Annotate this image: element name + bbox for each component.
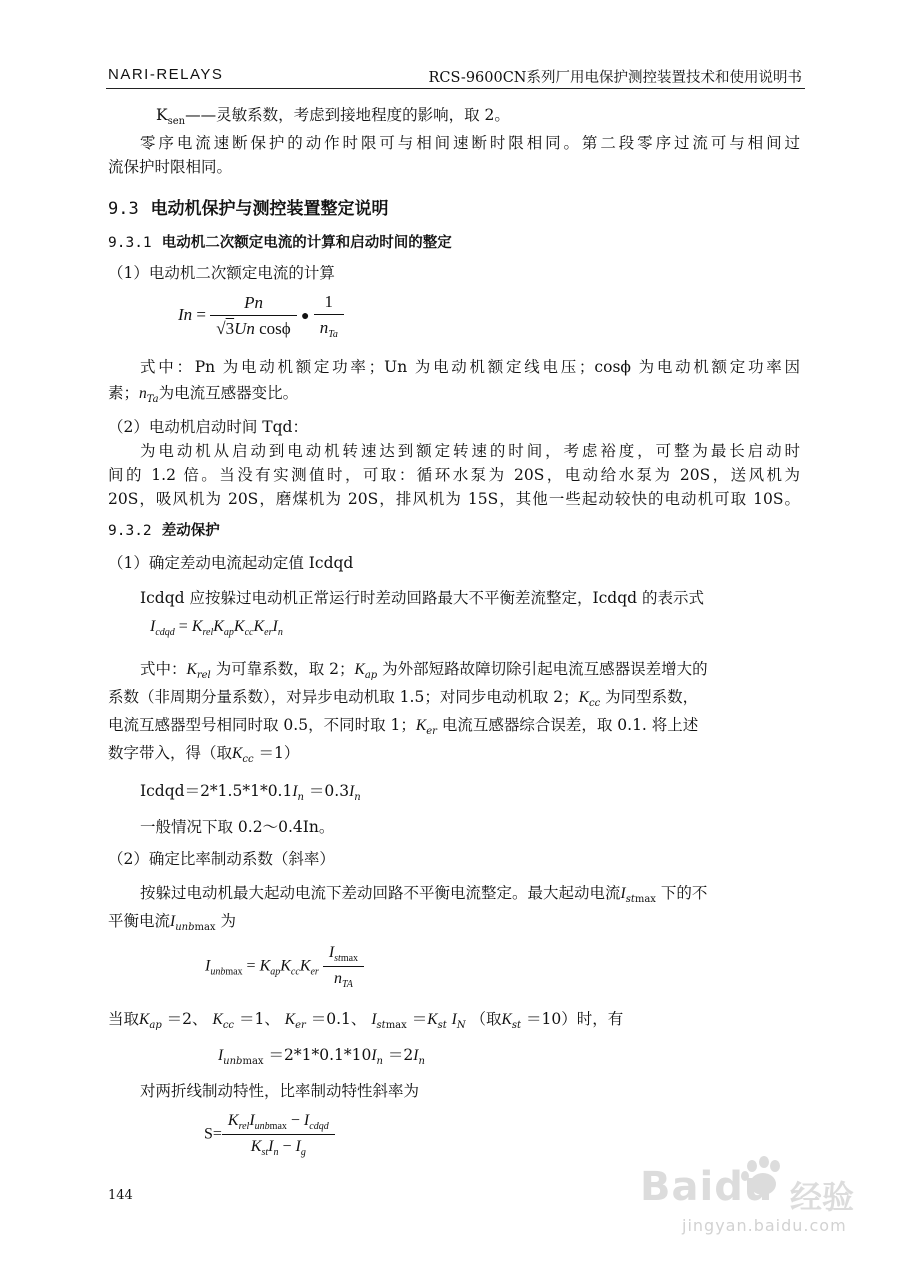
subheading-4: （2）确定比率制动系数（斜率） [108, 850, 335, 868]
paragraph-line: 对两折线制动特性，比率制动特性斜率为 [140, 1082, 420, 1100]
watermark-brand: Baidu [640, 1164, 774, 1210]
header-brand: NARI-RELAYS [108, 66, 224, 83]
paragraph-line: 系数（非周期分量系数），对异步电动机取 1.5；对同步电动机取 2；$K_{cc}$ 为同型系数， [108, 688, 699, 709]
paragraph-line: 流保护时限相同。 [108, 158, 233, 176]
text-ksen: $K_{sen}——$灵敏系数，考虑到接地程度的影响，取 2。 [156, 106, 510, 127]
paragraph-line: 20S，吸风机为 20S，磨煤机为 20S，排风机为 15S，其他一些起动较快的电动机可取 10S。 [108, 490, 800, 508]
paragraph-line: 零序电流速断保护的动作时限可与相间速断时限相同。第二段零序过流可与相间过 [140, 134, 800, 152]
header-rule [106, 88, 805, 89]
paragraph-line: 素；$n_{Ta}$为电流互感器变比。 [108, 384, 299, 405]
formula-iunbmax: $I_{unbmax} = K_{ap}K_{cc}K_{er}$ $\frac{I_{stmax}}{n_{TA}}$ [205, 944, 364, 990]
baidu-jingyan-watermark [640, 1150, 870, 1240]
paragraph-line: 一般情况下取 0.2～0.4In。 [140, 818, 335, 836]
subheading-2: （2）电动机启动时间 Tqd： [108, 418, 308, 436]
paragraph-line: 电流互感器型号相同时取 0.5，不同时取 1；$K_{er}$ 电流互感器综合误差，取 0.1. 将上述 [108, 716, 699, 737]
formula-icdqd: $I_{cdqd} = K_{rel}K_{ap}K_{cc}K_{er}I_n$ [150, 618, 283, 638]
paragraph-line: 式中：$K_{rel}$ 为可靠系数，取 2；$K_{ap}$ 为外部短路故障切除引起电流互感器误差增大的 [140, 660, 708, 681]
paragraph-line: 数字带入，得（取$K_{cc} =1$） [108, 744, 300, 765]
watermark-cn: 经验 [790, 1178, 855, 1216]
paragraph-line: 间的 1.2 倍。当没有实测值时，可取：循环水泵为 20S，电动给水泵为 20S，送风机为 [108, 466, 800, 484]
subheading-1: （1）电动机二次额定电流的计算 [108, 264, 335, 282]
header-doc-title: RCS-9600CN系列厂用电保护测控装置技术和使用说明书 [428, 70, 802, 86]
section-heading-9-3-2: 9.3.2 差动保护 [108, 523, 220, 539]
paragraph-line: Icdqd 应按躲过电动机正常运行时差动回路最大不平衡差流整定，Icdqd 的表示式 [140, 589, 704, 607]
section-heading-9-3: 9.3 电动机保护与测控装置整定说明 [108, 199, 389, 219]
section-heading-9-3-1: 9.3.1 电动机二次额定电流的计算和启动时间的整定 [108, 235, 452, 251]
formula-in: In = $\frac{Pn}{\text{√3Un cosϕ}}$ ● $\frac{1}{n_{Ta}}$ [178, 292, 344, 340]
paragraph-line: 式中：Pn 为电动机额定功率；Un 为电动机额定线电压；cosϕ 为电动机额定功率因 [140, 358, 800, 376]
paragraph-line: 为电动机从启动到电动机转速达到额定转速的时间，考虑裕度，可整为最长启动时 [140, 442, 800, 460]
formula-slope: S= $\frac{K_{rel}I_{unbmax} - I_{cdqd}}{K_{st}I_n - I_g}$ [204, 1112, 335, 1158]
paragraph-line: $Icdqd=2*1.5*1*0.1I_n =0.3I_n$ [140, 782, 361, 803]
paragraph-line: $I_{unbmax} =2*1*0.1*10I_n =2I_n$ [218, 1046, 425, 1067]
watermark-url: jingyan.baidu.com [682, 1216, 847, 1235]
paragraph-line: 按躲过电动机最大起动电流下差动回路不平衡电流整定。最大起动电流$I_{stmax}$ 下的不 [140, 884, 708, 905]
subheading-3: （1）确定差动电流起动定值 Icdqd [108, 554, 354, 572]
page-number: 144 [108, 1188, 133, 1203]
paragraph-line: 当取$K_{ap} =2$、 $K_{cc} =1$、 $K_{er} =0.1$、 $I_{stmax} =K_{st}$ $I_N$ （取$K_{st} =10$）时，有 [108, 1010, 624, 1031]
paragraph-line: 平衡电流$I_{unbmax}$ 为 [108, 912, 237, 933]
